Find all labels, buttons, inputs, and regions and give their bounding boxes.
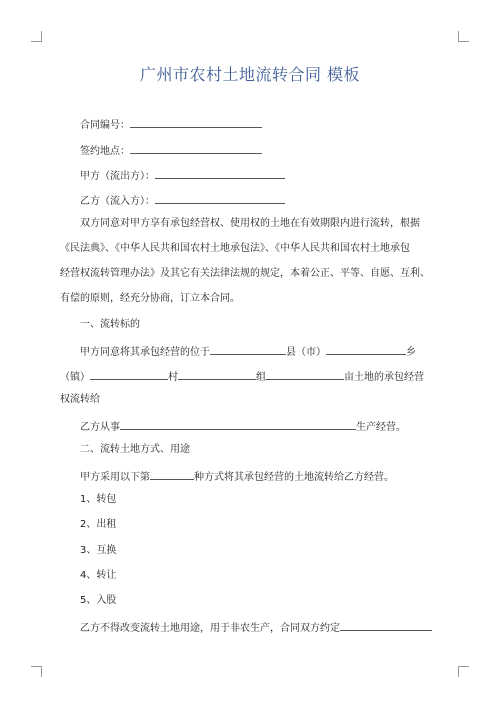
contract-number-label: 合同编号： [80,120,130,131]
business-blank [120,418,356,430]
party-a-label: 甲方（流出方）： [80,171,155,182]
text-segment: 组 [256,372,266,383]
township-blank [326,343,406,355]
section-1-line-2 [60,368,424,385]
section-1-line-3: 权流转给 [60,394,100,405]
contract-number-field [80,116,262,133]
option-item: 5、入股 [80,595,117,606]
party-b-blank [155,192,285,204]
text-segment: （镇） [60,372,90,383]
county-blank [210,343,286,355]
text-segment: 乙方从事 [80,422,120,433]
intro-line-2: 《民法典》、《中华人民共和国农村土地承包法》、《中华人民共和国农村土地承包 [60,243,410,254]
intro-line-1: 双方同意对甲方享有承包经营权、使用权的土地在有效期限内进行流转，根据 [80,218,420,229]
party-b-field [80,192,285,209]
option-item: 3、互换 [80,545,117,556]
crop-mark-top-left [31,31,42,42]
crop-mark-bottom-left [31,666,42,677]
option-item: 2、出租 [80,519,117,530]
town-blank [90,368,168,380]
option-item: 4、转让 [80,570,117,581]
text-segment: 乙方不得改变流转土地用途，用于非农生产，合同双方约定 [80,623,340,634]
party-b-label: 乙方（流入方）： [80,196,155,207]
text-segment: 乡 [406,347,416,358]
text-segment: 甲方同意将其承包经营的位于 [80,347,210,358]
signing-place-field [80,142,262,159]
option-item: 1、转包 [80,494,117,505]
signing-place-label: 签约地点： [80,146,130,157]
section-2-line-1 [80,468,394,485]
section-2-heading: 二、流转土地方式、用途 [80,444,190,455]
party-a-blank [155,167,285,179]
agreement-blank [340,619,432,631]
party-a-field [80,167,285,184]
text-segment: 亩土地的承包经营 [344,372,424,383]
text-segment: 县（市） [286,347,326,358]
signing-place-blank [130,142,262,154]
text-segment: 村 [168,372,178,383]
intro-line-3: 经营权流转管理办法》及其它有关法律法规的规定，本着公正、平等、自愿、互利、 [60,268,430,279]
text-segment: 生产经营。 [356,422,406,433]
section-1-line-1 [80,343,416,360]
crop-mark-top-right [458,31,469,42]
method-blank [150,468,194,480]
crop-mark-bottom-right [458,666,469,677]
section-1-heading: 一、流转标的 [80,319,140,330]
section-1-line-4 [80,418,406,435]
intro-line-4: 有偿的原则，经充分协商，订立本合同。 [60,293,240,304]
area-blank [266,368,344,380]
village-blank [178,368,256,380]
section-2-last-line [80,619,432,636]
text-segment: 种方式将其承包经营的土地流转给乙方经营。 [194,472,394,483]
document-title: 广州市农村土地流转合同 模板 [139,65,361,84]
text-segment: 甲方采用以下第 [80,472,150,483]
contract-number-blank [130,116,262,128]
